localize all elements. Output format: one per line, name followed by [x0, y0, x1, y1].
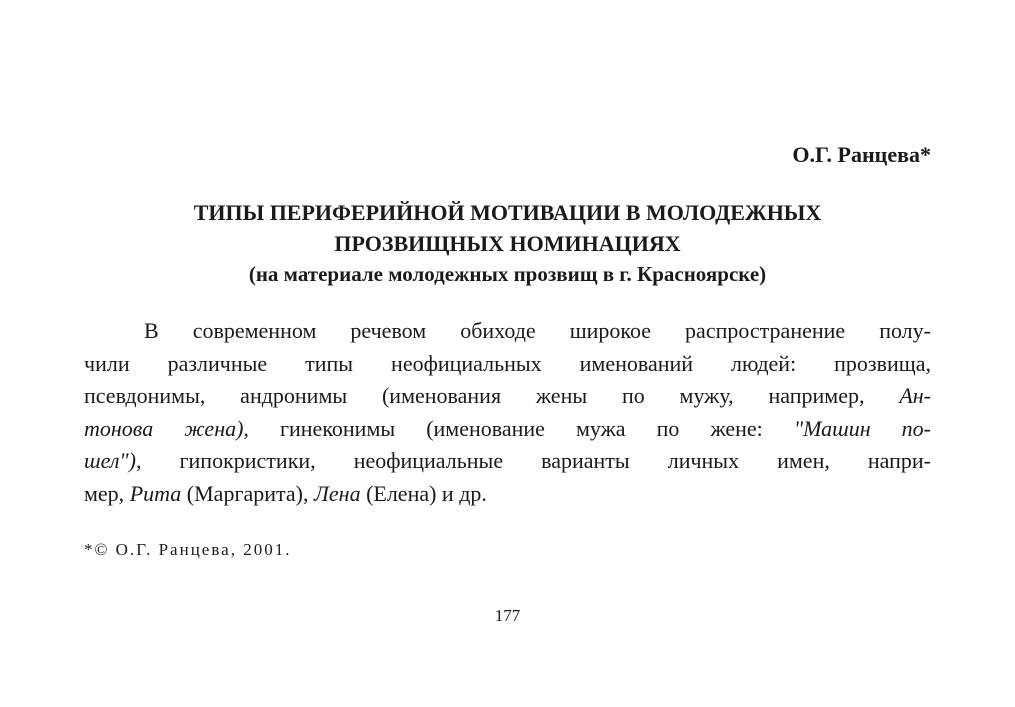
text-run: чили различные типы неофициальных именований людей: прозвища, — [84, 350, 931, 376]
paragraph-line-1 — [84, 315, 931, 348]
copyright-footnote: *© О.Г. Ранцева, 2001. — [84, 540, 292, 559]
author-name: О.Г. Ранцева* — [792, 142, 931, 167]
paragraph-line-4 — [84, 413, 931, 446]
title-line-2: ПРОЗВИЩНЫХ НОМИНАЦИЯХ — [334, 231, 681, 256]
paragraph-line-3 — [84, 380, 931, 413]
italic-run: тонова жена), — [84, 415, 249, 441]
article-subtitle: (на материале молодежных прозвищ в г. Красноярске) — [248, 262, 767, 286]
italic-run: Рита — [129, 480, 182, 506]
text-run: псевдонимы, андронимы (именования жены по мужу, например, — [84, 383, 900, 408]
article-title — [84, 197, 931, 290]
italic-run: Ан- — [899, 383, 931, 408]
paragraph-line-2 — [84, 348, 931, 381]
text-run: (Маргарита), — [181, 480, 314, 506]
text-run: гинеконимы (именование мужа по жене: — [248, 415, 794, 441]
text-run: (Елена) и др. — [360, 480, 487, 506]
italic-run: "Машин по- — [793, 415, 931, 441]
italic-run: шел"), — [84, 448, 142, 473]
paragraph-line-6 — [84, 478, 931, 511]
page-number: 177 — [494, 606, 521, 625]
text-run: гипокристики, неофициальные варианты личных имен, напри- — [141, 448, 931, 473]
text-run: мер, — [84, 480, 130, 506]
italic-run: Лена — [313, 480, 361, 506]
body-paragraph — [84, 315, 931, 510]
paragraph-line-5 — [84, 445, 931, 478]
title-line-1: ТИПЫ ПЕРИФЕРИЙНОЙ МОТИВАЦИИ В МОЛОДЕЖНЫХ — [193, 200, 822, 225]
text-run: В современном речевом обиходе широкое распространение полу- — [144, 318, 931, 343]
